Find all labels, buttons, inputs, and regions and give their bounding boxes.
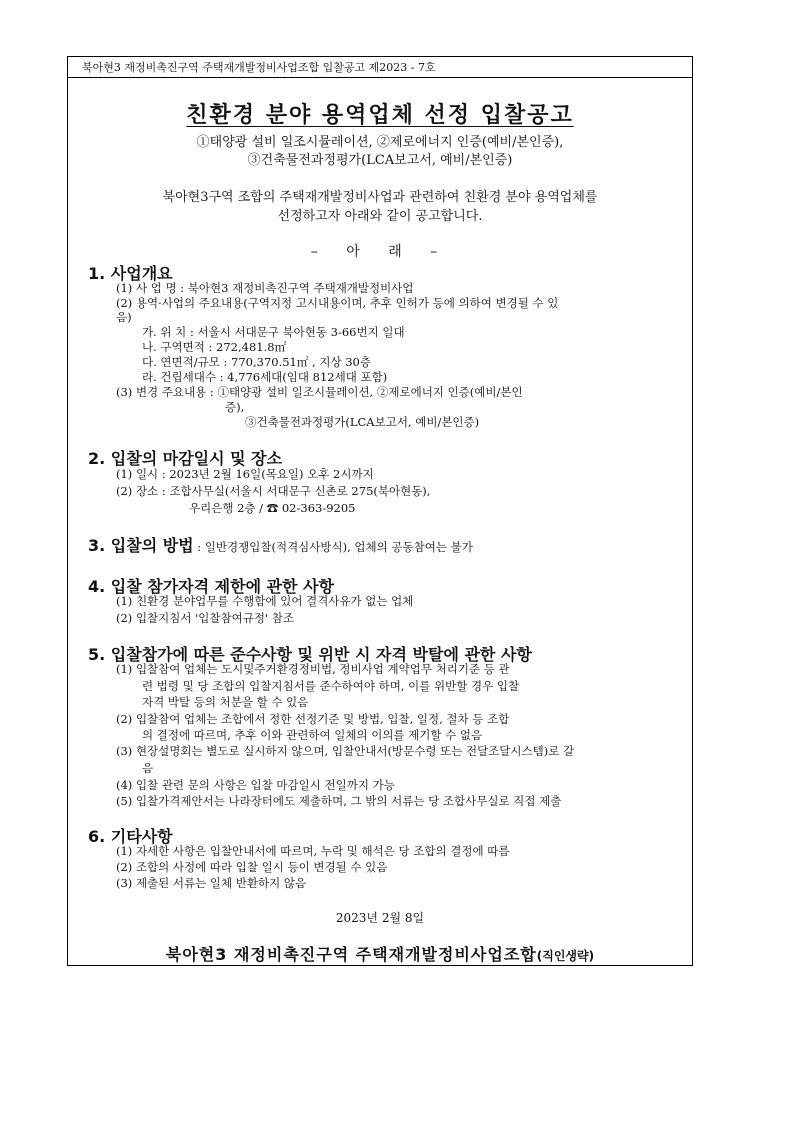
- section-1-line: 다. 연면적/규모 : 770,370.51㎡ , 지상 30층: [142, 355, 371, 369]
- section-4-line: (1) 친환경 분야업무를 수행함에 있어 결격사유가 없는 업체: [116, 594, 414, 608]
- intro-line-2: 선정하고자 아래와 같이 공고합니다.: [277, 209, 483, 224]
- section-5-line: 음: [142, 761, 154, 775]
- section-5-line: 자격 박탈 등의 처분을 할 수 있음: [142, 695, 309, 709]
- section-2-line: (1) 일시 : 2023년 2월 16일(목요일) 오후 2시까지: [116, 467, 374, 481]
- ahrae-divider: – 아 래 –: [310, 244, 450, 260]
- notice-title-text: 친환경 분야 용역업체 선정 입찰공고: [186, 102, 574, 128]
- issuer-organization: [68, 942, 692, 965]
- intro-line-1: 북아현3구역 조합의 주택재개발정비사업과 관련하여 친환경 분야 용역업체를: [162, 190, 598, 205]
- section-5-line: 의 결정에 따르며, 추후 이와 관련하여 일체의 이의를 제기할 수 없음: [142, 728, 483, 742]
- section-6-line: (2) 조합의 사정에 따라 입찰 일시 등이 변경될 수 있음: [116, 860, 388, 874]
- section-3-inline-text: : 일반경쟁입찰(적격심사방식), 업체의 공동참여는 불가: [193, 540, 473, 554]
- section-2-heading: 2. 입찰의 마감일시 및 장소: [88, 449, 283, 468]
- section-1-line: 가. 위 치 : 서울시 서대문구 북아현동 3-66번지 일대: [142, 325, 405, 339]
- section-1-line: 라. 건립세대수 : 4,776세대(임대 812세대 포함): [142, 370, 388, 384]
- section-2-line: (2) 장소 : 조합사무실(서울시 서대문구 신촌로 275(북아현동),: [116, 484, 431, 498]
- section-1-line: 나. 구역면적 : 272,481.8㎡: [142, 340, 287, 354]
- seal-omitted-note: (직인생략): [536, 949, 595, 963]
- section-2-line: 우리은행 2층 / ☎ 02-363-9205: [189, 501, 356, 515]
- section-4-heading: 4. 입찰 참가자격 제한에 관한 사항: [88, 577, 334, 596]
- section-6-heading: 6. 기타사항: [88, 827, 173, 846]
- subtitle-line-2: ③건축물전과정평가(LCA보고서, 예비/본인증): [247, 153, 513, 168]
- issuer-name: 북아현3 재정비촉진구역 주택재개발정비사업조합: [165, 945, 537, 964]
- section-5-line: (3) 현장설명회는 별도로 실시하지 않으며, 입찰안내서(방문수령 또는 전달조달시스템)로 갈: [116, 744, 575, 758]
- section-6-line: (1) 자세한 사항은 입찰안내서에 따르며, 누락 및 해석은 당 조합의 결정에 따름: [116, 844, 510, 858]
- notice-date: 2023년 2월 8일: [335, 911, 425, 925]
- section-3-heading: [88, 533, 473, 556]
- notice-frame: [67, 56, 693, 966]
- subtitle-line-1: ①태양광 설비 일조시뮬레이션, ②제로에너지 인증(예비/본인증),: [196, 135, 564, 150]
- section-1-line: ③건축물전과정평가(LCA보고서, 예비/본인증): [245, 415, 480, 429]
- section-5-line: (2) 입찰참여 업체는 조합에서 정한 선정기준 및 방법, 입찰, 일정, 절차 등 조합: [116, 712, 510, 726]
- section-5-line: 련 법령 및 당 조합의 입찰지침서를 준수하여야 하며, 이를 위반할 경우 입찰: [142, 679, 520, 693]
- section-4-line: (2) 입찰지침서 '입찰참여규정' 참조: [116, 611, 294, 625]
- section-5-line: (1) 입찰참여 업체는 도시및주거환경정비법, 정비사업 계약업무 처리기준 등 관: [116, 662, 510, 676]
- section-1-line: (1) 사 업 명 : 북아현3 재정비촉진구역 주택재개발정비사업: [116, 281, 414, 295]
- section-1-line: (2) 용역·사업의 주요내용(구역지정 고시내용이며, 추후 인허가 등에 의하여 변경될 수 있: [116, 296, 559, 310]
- section-1-line: 증),: [225, 400, 245, 414]
- notice-number-header: 북아현3 재정비촉진구역 주택재개발정비사업조합 입찰공고 제2023 - 7호: [68, 57, 692, 78]
- section-6-line: (3) 제출된 서류는 일체 반환하지 않음: [116, 876, 307, 890]
- section-5-line: (4) 입찰 관련 문의 사항은 입찰 마감일시 전일까지 가능: [116, 778, 395, 792]
- notice-title: [68, 98, 692, 129]
- section-1-heading: 1. 사업개요: [88, 264, 173, 283]
- section-1-line: 음): [116, 310, 132, 324]
- section-5-heading: 5. 입찰참가에 따른 준수사항 및 위반 시 자격 박탈에 관한 사항: [88, 645, 532, 664]
- section-3-heading-text: 3. 입찰의 방법: [88, 536, 194, 555]
- section-1-line: (3) 변경 주요내용 : ①태양광 설비 일조시뮬레이션, ②제로에너지 인증(예비/본인: [116, 385, 523, 399]
- section-5-line: (5) 입찰가격제안서는 나라장터에도 제출하며, 그 밖의 서류는 당 조합사무실로 직접 제출: [116, 794, 562, 808]
